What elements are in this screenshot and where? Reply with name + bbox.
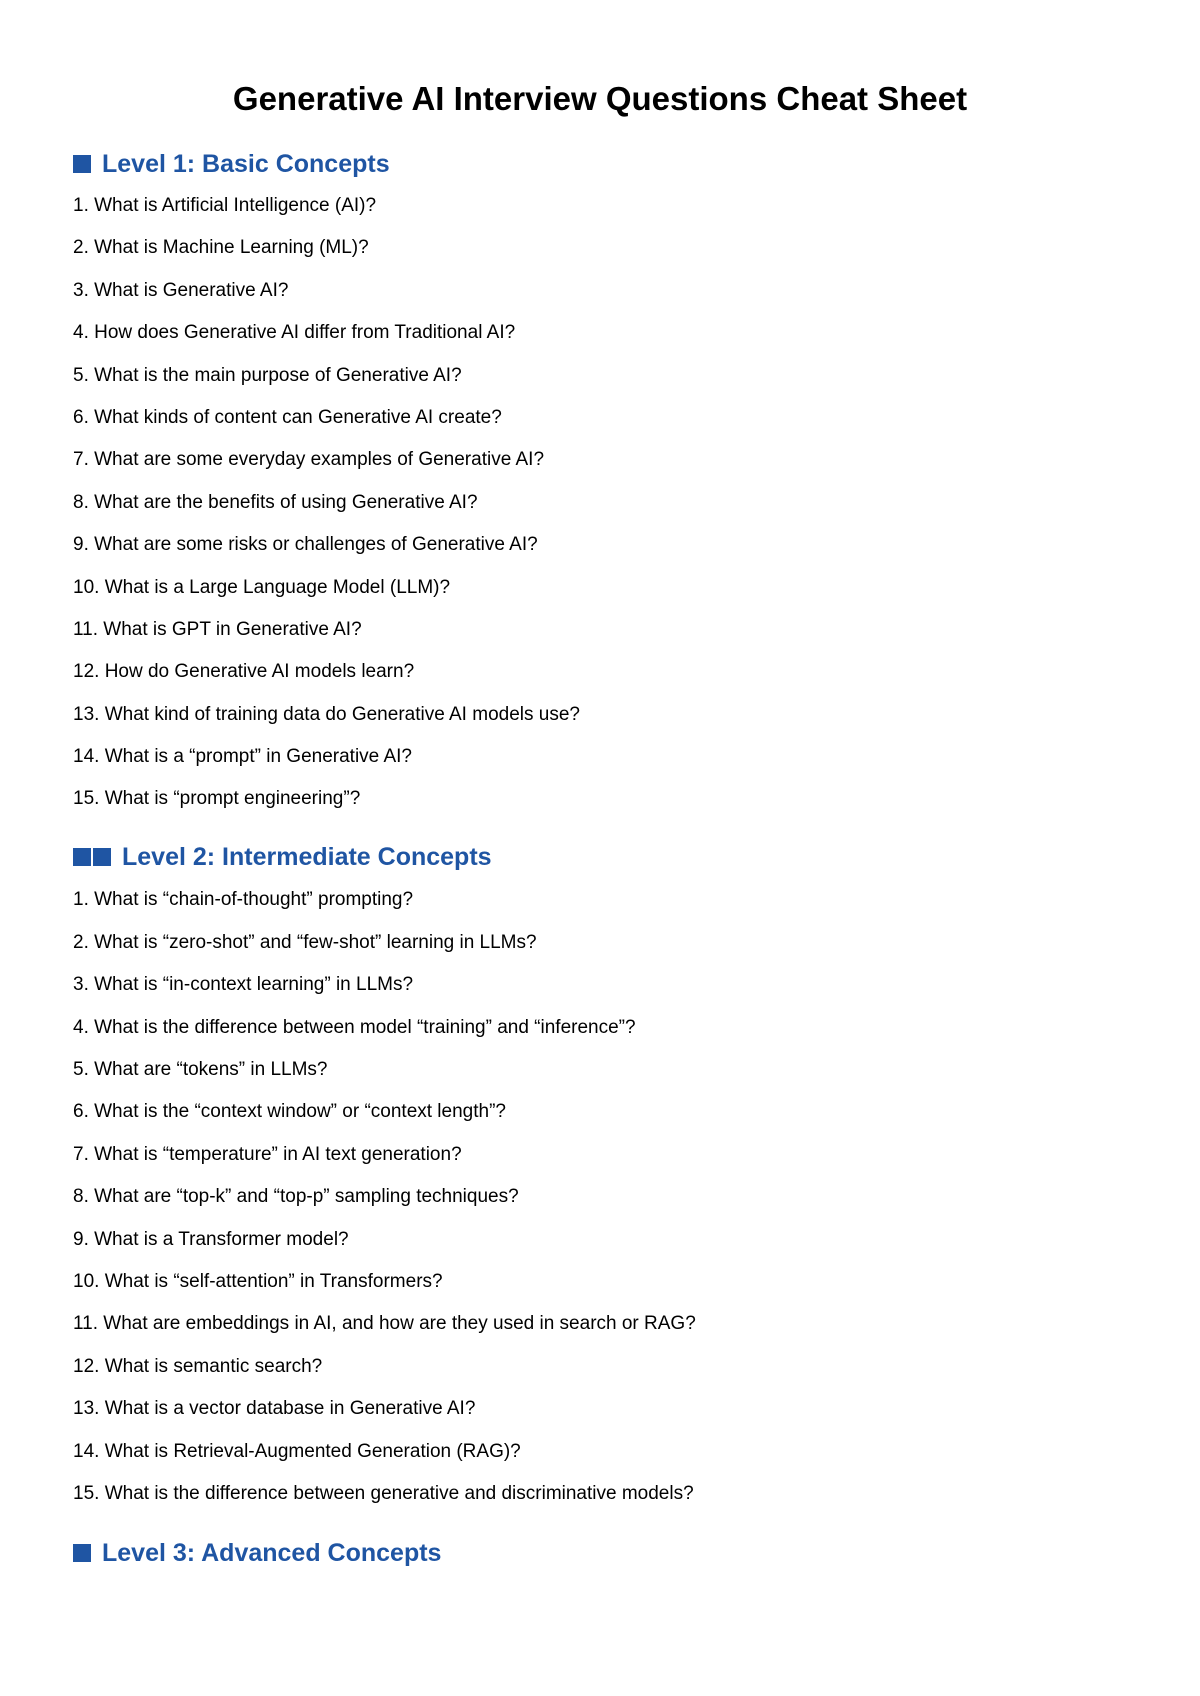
section-heading-label: Level 2: Intermediate Concepts — [122, 843, 492, 872]
square-icon — [73, 155, 91, 173]
square-icon — [73, 848, 91, 866]
section-heading — [73, 842, 1200, 872]
question-item: 12. How do Generative AI models learn? — [73, 661, 415, 683]
section-level-2 — [73, 842, 1200, 1504]
question-item: 2. What is “zero-shot” and “few-shot” learning in LLMs? — [73, 931, 537, 953]
question-item: 10. What is “self-attention” in Transformers? — [73, 1270, 443, 1292]
question-item: 12. What is semantic search? — [73, 1355, 323, 1377]
question-item: 5. What is the main purpose of Generative AI? — [73, 364, 462, 386]
question-list — [73, 195, 1200, 810]
question-item: 4. What is the difference between model “training” and “inference”? — [73, 1016, 636, 1038]
heading-marker — [73, 155, 93, 173]
question-item: 9. What is a Transformer model? — [73, 1228, 349, 1250]
question-item: 3. What is “in-context learning” in LLMs? — [73, 974, 414, 996]
question-item: 11. What is GPT in Generative AI? — [73, 618, 362, 640]
question-item: 8. What are the benefits of using Generative AI? — [73, 491, 478, 513]
question-item: 6. What kinds of content can Generative AI create? — [73, 406, 502, 428]
heading-marker — [73, 1544, 93, 1562]
section-heading — [73, 1538, 1200, 1568]
heading-marker — [73, 848, 113, 866]
question-item: 1. What is “chain-of-thought” prompting? — [73, 889, 414, 911]
question-list — [73, 889, 1200, 1504]
question-item: 1. What is Artificial Intelligence (AI)? — [73, 195, 377, 216]
question-item: 13. What is a vector database in Generative AI? — [73, 1398, 476, 1420]
question-item: 2. What is Machine Learning (ML)? — [73, 237, 369, 259]
section-heading — [73, 149, 1200, 179]
question-item: 15. What is the difference between generative and discriminative models? — [73, 1482, 694, 1504]
question-item: 10. What is a Large Language Model (LLM)? — [73, 576, 451, 598]
question-item: 9. What are some risks or challenges of Generative AI? — [73, 534, 538, 556]
section-heading-label: Level 1: Basic Concepts — [102, 150, 390, 178]
section-heading-label: Level 3: Advanced Concepts — [102, 1538, 442, 1567]
question-item: 6. What is the “context window” or “context length”? — [73, 1101, 506, 1123]
question-item: 3. What is Generative AI? — [73, 279, 289, 301]
question-item: 14. What is Retrieval-Augmented Generation (RAG)? — [73, 1440, 521, 1462]
question-item: 14. What is a “prompt” in Generative AI? — [73, 746, 412, 768]
page-title: Generative AI Interview Questions Cheat Sheet — [232, 80, 968, 117]
question-item: 7. What is “temperature” in AI text generation? — [73, 1143, 462, 1165]
question-item: 13. What kind of training data do Generative AI models use? — [73, 703, 580, 725]
section-level-1 — [73, 149, 1200, 810]
square-icon — [73, 1544, 91, 1562]
question-item: 4. How does Generative AI differ from Traditional AI? — [73, 322, 516, 344]
question-item: 11. What are embeddings in AI, and how are they used in search or RAG? — [73, 1313, 696, 1335]
question-item: 15. What is “prompt engineering”? — [73, 788, 361, 810]
question-item: 7. What are some everyday examples of Generative AI? — [73, 449, 545, 471]
question-item: 8. What are “top-k” and “top-p” sampling techniques? — [73, 1186, 519, 1208]
section-level-3 — [73, 1538, 1200, 1568]
square-icon — [93, 848, 111, 866]
question-item: 5. What are “tokens” in LLMs? — [73, 1059, 328, 1081]
